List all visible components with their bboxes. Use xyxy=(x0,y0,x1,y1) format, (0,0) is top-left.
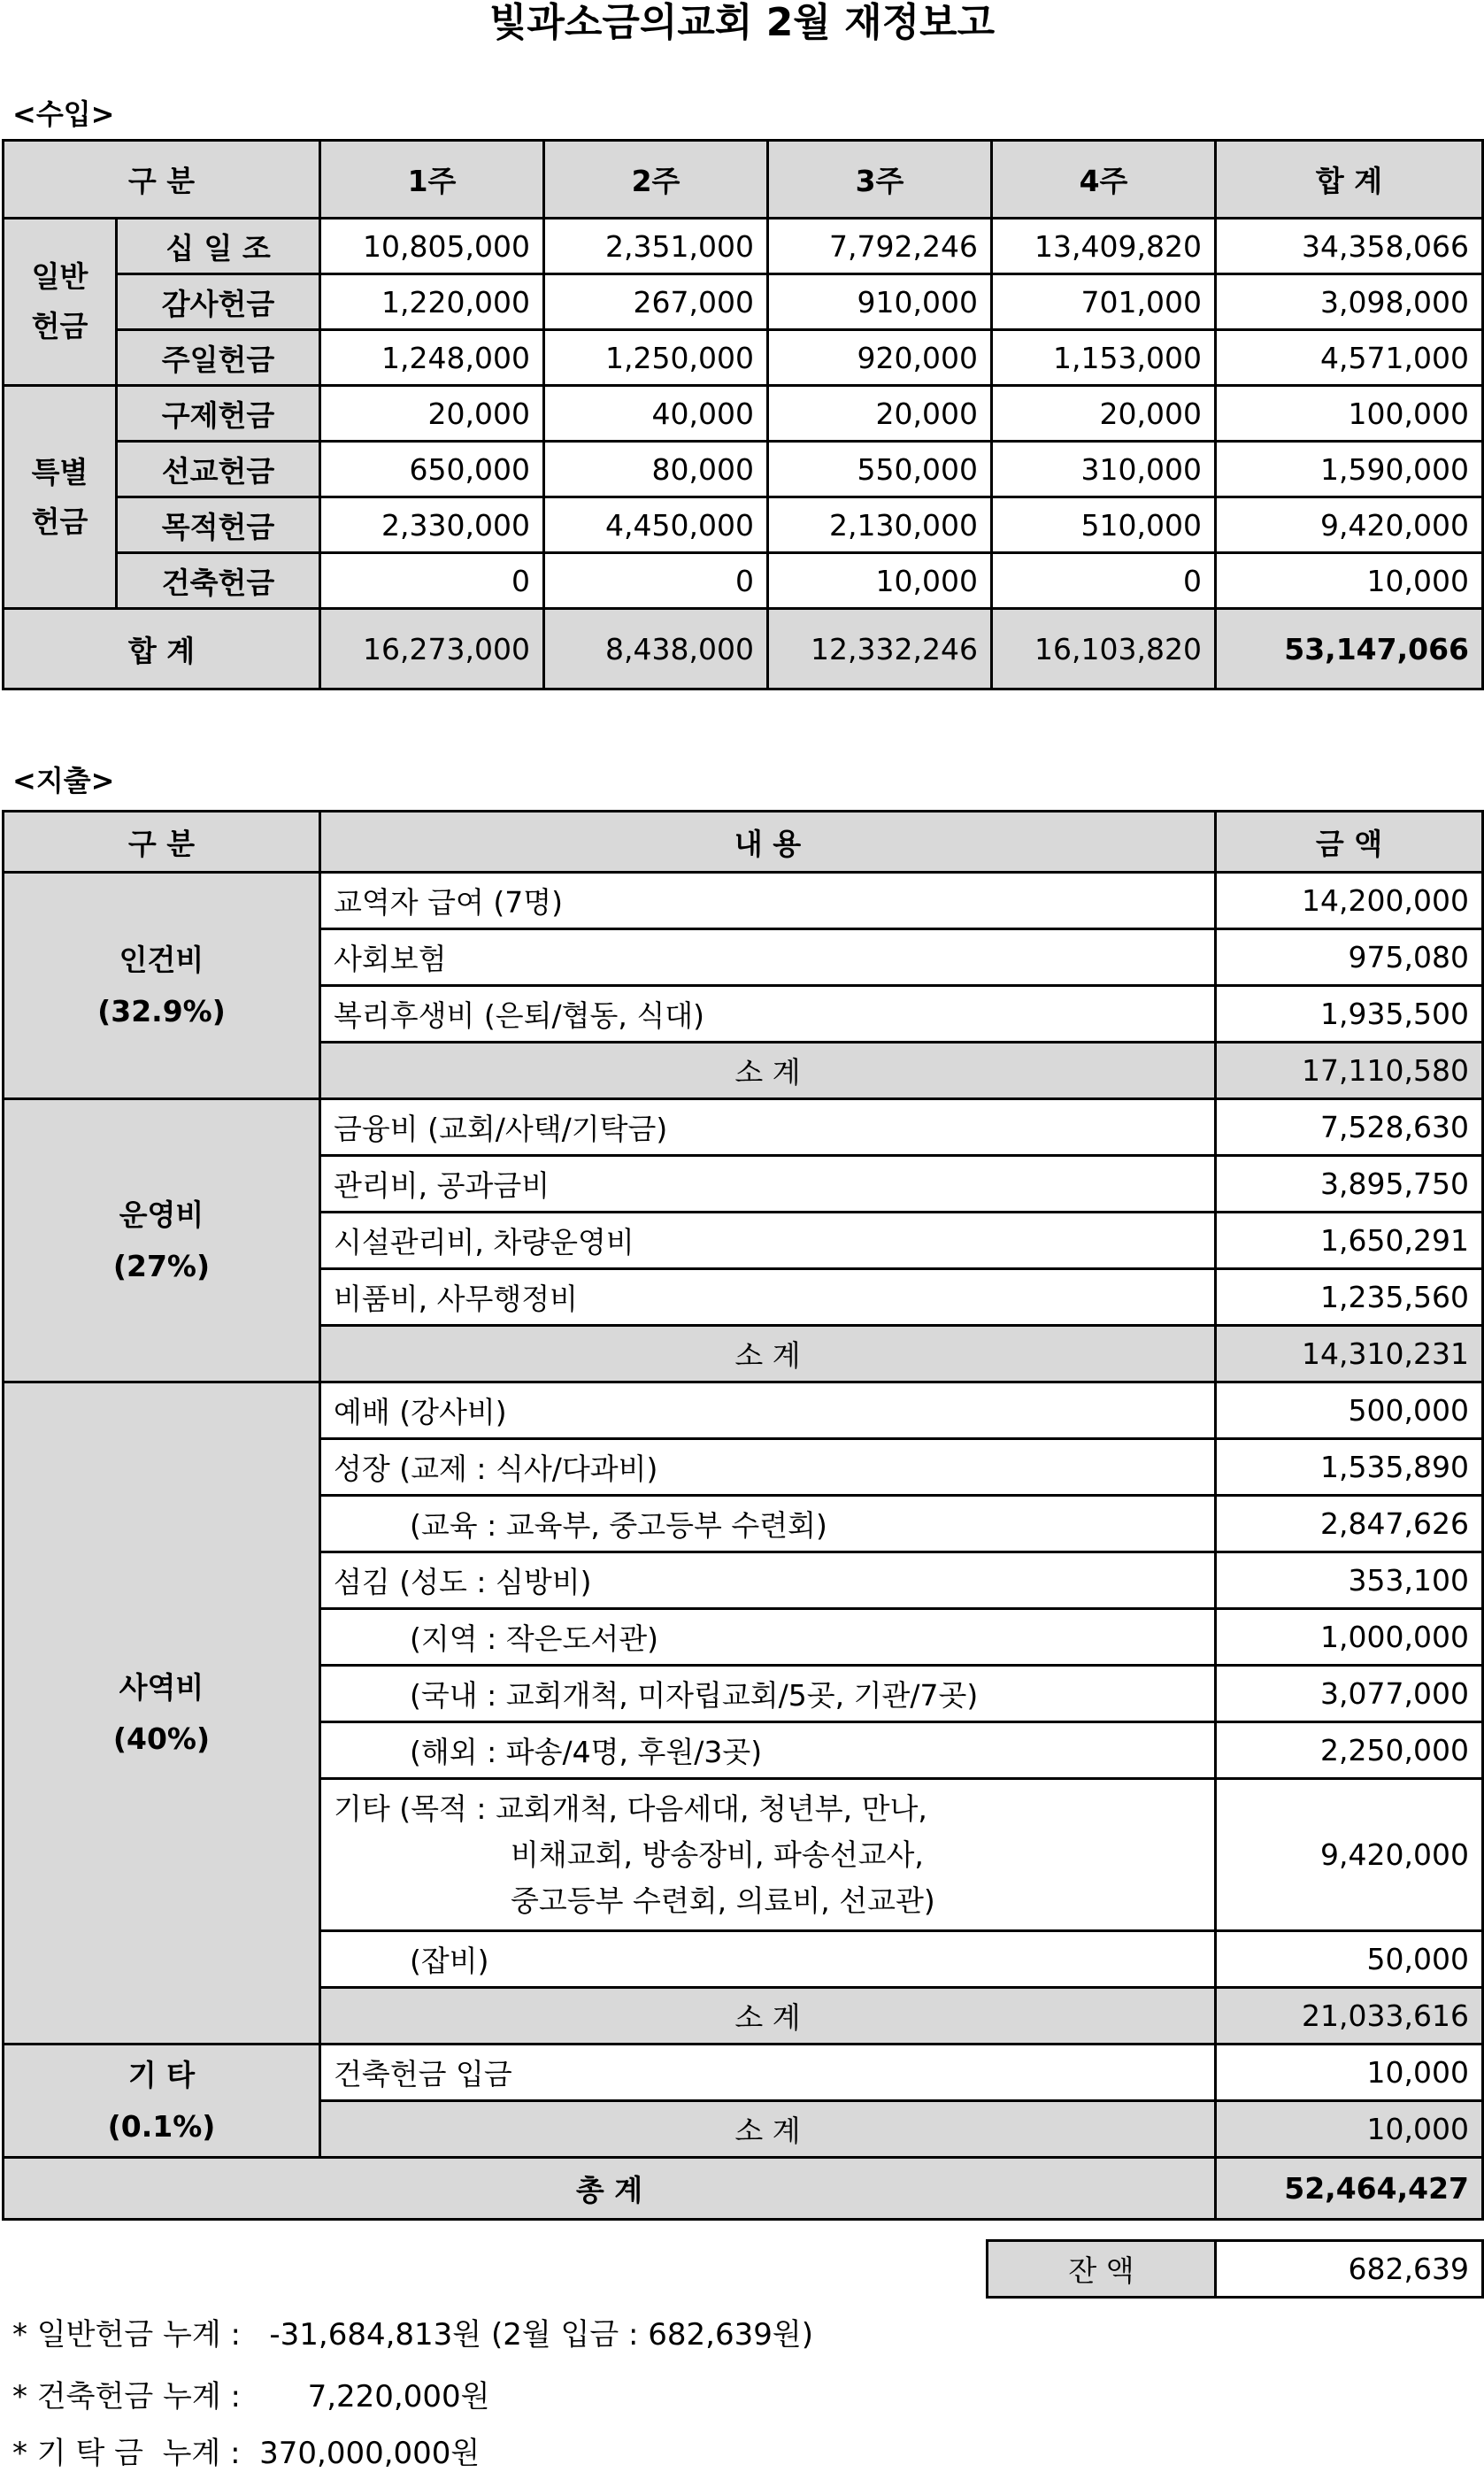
expense-amount: 3,077,000 xyxy=(1216,1666,1483,1722)
expense-amount: 2,250,000 xyxy=(1216,1722,1483,1779)
cell-week3: 910,000 xyxy=(768,274,992,330)
category-percent: (40%) xyxy=(112,1721,211,1756)
category-percent: (32.9%) xyxy=(97,993,226,1028)
desc-line: 비채교회, 방송장비, 파송선교사, xyxy=(511,1837,924,1872)
income-total-label: 합 계 xyxy=(4,609,320,689)
cell-week2: 2,351,000 xyxy=(544,219,768,274)
cell-week4: 1,153,000 xyxy=(992,330,1216,386)
expense-amount: 1,235,560 xyxy=(1216,1269,1483,1326)
expense-header-content: 내 용 xyxy=(320,812,1216,873)
expense-desc: 예배 (강사비) xyxy=(320,1382,1216,1439)
item-label: 건축헌금 xyxy=(117,553,320,609)
cell-week1: 10,805,000 xyxy=(320,219,544,274)
table-row xyxy=(4,553,1483,609)
cell-week3: 2,130,000 xyxy=(768,497,992,553)
expense-amount: 1,000,000 xyxy=(1216,1609,1483,1666)
balance-row xyxy=(988,2241,1483,2298)
cell-total: 3,098,000 xyxy=(1216,274,1483,330)
income-header-week3: 3주 xyxy=(768,141,992,219)
item-label: 주일헌금 xyxy=(117,330,320,386)
cell-total: 9,420,000 xyxy=(1216,497,1483,553)
balance-label: 잔 액 xyxy=(988,2241,1216,2298)
expense-desc: 비품비, 사무행정비 xyxy=(320,1269,1216,1326)
expense-desc: 복리후생비 (은퇴/협동, 식대) xyxy=(320,986,1216,1043)
grand-total-label: 총 계 xyxy=(4,2158,1216,2220)
income-header-week2: 2주 xyxy=(544,141,768,219)
cell-week4: 701,000 xyxy=(992,274,1216,330)
expense-desc: (국내 : 교회개척, 미자립교회/5곳, 기관/7곳) xyxy=(320,1666,1216,1722)
cell-total: 10,000 xyxy=(1216,553,1483,609)
total-week3: 12,332,246 xyxy=(768,609,992,689)
item-label: 선교헌금 xyxy=(117,442,320,497)
category-percent: (0.1%) xyxy=(107,2108,216,2144)
expense-desc: 교역자 급여 (7명) xyxy=(320,873,1216,929)
cell-week2: 4,450,000 xyxy=(544,497,768,553)
expense-amount: 10,000 xyxy=(1216,2045,1483,2101)
desc-line: 중고등부 수련회, 의료비, 선교관) xyxy=(511,1883,935,1918)
category-name: 운영비 xyxy=(119,1197,204,1232)
table-row xyxy=(4,219,1483,274)
expense-desc: 시설관리비, 차량운영비 xyxy=(320,1213,1216,1269)
expense-section-label: <지출> xyxy=(12,764,115,797)
cell-week1: 1,220,000 xyxy=(320,274,544,330)
grand-total-amount: 52,464,427 xyxy=(1216,2158,1483,2220)
expense-amount: 7,528,630 xyxy=(1216,1099,1483,1156)
income-table xyxy=(2,139,1484,690)
category-other xyxy=(4,2045,320,2158)
expense-amount: 353,100 xyxy=(1216,1552,1483,1609)
table-row xyxy=(4,274,1483,330)
income-header-total: 합 계 xyxy=(1216,141,1483,219)
expense-amount: 2,847,626 xyxy=(1216,1496,1483,1552)
category-name: 사역비 xyxy=(119,1669,204,1705)
expense-header-row xyxy=(4,812,1483,873)
expense-desc: 사회보험 xyxy=(320,929,1216,986)
income-header-row xyxy=(4,141,1483,219)
cell-total: 100,000 xyxy=(1216,386,1483,442)
expense-table xyxy=(2,810,1484,2221)
item-label: 구제헌금 xyxy=(117,386,320,442)
expense-amount: 1,650,291 xyxy=(1216,1213,1483,1269)
table-row xyxy=(4,330,1483,386)
income-total-row xyxy=(4,609,1483,689)
total-week1: 16,273,000 xyxy=(320,609,544,689)
expense-amount: 3,895,750 xyxy=(1216,1156,1483,1213)
table-row xyxy=(4,1382,1483,1439)
income-header-week1: 1주 xyxy=(320,141,544,219)
subtotal-label: 소 계 xyxy=(320,2101,1216,2158)
total-week4: 16,103,820 xyxy=(992,609,1216,689)
expense-desc: 관리비, 공과금비 xyxy=(320,1156,1216,1213)
table-row xyxy=(4,873,1483,929)
subtotal-amount: 17,110,580 xyxy=(1216,1043,1483,1099)
expense-header-amount: 금 액 xyxy=(1216,812,1483,873)
cell-week2: 80,000 xyxy=(544,442,768,497)
expense-amount: 14,200,000 xyxy=(1216,873,1483,929)
category-ministry xyxy=(4,1382,320,2045)
cell-week4: 510,000 xyxy=(992,497,1216,553)
cell-week2: 40,000 xyxy=(544,386,768,442)
expense-amount: 50,000 xyxy=(1216,1931,1483,1988)
expense-header-category: 구 분 xyxy=(4,812,320,873)
item-label: 목적헌금 xyxy=(117,497,320,553)
cell-week4: 13,409,820 xyxy=(992,219,1216,274)
subtotal-amount: 21,033,616 xyxy=(1216,1988,1483,2045)
cell-week2: 267,000 xyxy=(544,274,768,330)
income-section-label: <수입> xyxy=(12,97,115,131)
grand-total-row xyxy=(4,2158,1483,2220)
income-header-week4: 4주 xyxy=(992,141,1216,219)
cell-week3: 7,792,246 xyxy=(768,219,992,274)
subtotal-label: 소 계 xyxy=(320,1326,1216,1382)
expense-amount: 9,420,000 xyxy=(1216,1779,1483,1931)
category-percent: (27%) xyxy=(112,1248,211,1283)
item-label: 십 일 조 xyxy=(117,219,320,274)
balance-table xyxy=(986,2239,1484,2299)
category-personnel xyxy=(4,873,320,1099)
cell-week3: 20,000 xyxy=(768,386,992,442)
table-row xyxy=(4,497,1483,553)
expense-desc: (교육 : 교육부, 중고등부 수련회) xyxy=(320,1496,1216,1552)
cell-week2: 1,250,000 xyxy=(544,330,768,386)
cell-week4: 0 xyxy=(992,553,1216,609)
total-grand: 53,147,066 xyxy=(1216,609,1483,689)
expense-desc: (지역 : 작은도서관) xyxy=(320,1609,1216,1666)
category-name: 인건비 xyxy=(119,942,204,977)
note-general-offering: * 일반헌금 누계 : -31,684,813원 (2월 입금 : 682,639원) xyxy=(12,2317,813,2353)
expense-desc: 건축헌금 입금 xyxy=(320,2045,1216,2101)
expense-amount: 975,080 xyxy=(1216,929,1483,986)
cell-week4: 20,000 xyxy=(992,386,1216,442)
cell-week3: 920,000 xyxy=(768,330,992,386)
note-building-offering: * 건축헌금 누계 : 7,220,000원 xyxy=(12,2379,490,2414)
subtotal-amount: 10,000 xyxy=(1216,2101,1483,2158)
cell-week2: 0 xyxy=(544,553,768,609)
cell-week1: 650,000 xyxy=(320,442,544,497)
cell-week3: 550,000 xyxy=(768,442,992,497)
expense-desc: 금융비 (교회/사택/기탁금) xyxy=(320,1099,1216,1156)
page-title: 빛과소금의교회 2월 재정보고 xyxy=(488,0,996,45)
cell-total: 34,358,066 xyxy=(1216,219,1483,274)
expense-amount: 1,935,500 xyxy=(1216,986,1483,1043)
group-general-offering: 일반 헌금 xyxy=(4,219,117,386)
cell-week1: 0 xyxy=(320,553,544,609)
expense-amount: 500,000 xyxy=(1216,1382,1483,1439)
cell-week3: 10,000 xyxy=(768,553,992,609)
cell-week1: 2,330,000 xyxy=(320,497,544,553)
income-header-category: 구 분 xyxy=(4,141,320,219)
expense-desc: 성장 (교제 : 식사/다과비) xyxy=(320,1439,1216,1496)
expense-desc-multiline xyxy=(320,1779,1216,1931)
category-name: 기 타 xyxy=(127,2057,196,2092)
note-deposit: * 기 탁 금 누계 : 370,000,000원 xyxy=(12,2436,481,2471)
category-operating xyxy=(4,1099,320,1382)
subtotal-amount: 14,310,231 xyxy=(1216,1326,1483,1382)
subtotal-label: 소 계 xyxy=(320,1043,1216,1099)
expense-desc: 섬김 (성도 : 심방비) xyxy=(320,1552,1216,1609)
expense-desc: (해외 : 파송/4명, 후원/3곳) xyxy=(320,1722,1216,1779)
item-label: 감사헌금 xyxy=(117,274,320,330)
expense-desc: (잡비) xyxy=(320,1931,1216,1988)
table-row xyxy=(4,2045,1483,2101)
cell-week1: 20,000 xyxy=(320,386,544,442)
total-week2: 8,438,000 xyxy=(544,609,768,689)
cell-week4: 310,000 xyxy=(992,442,1216,497)
table-row xyxy=(4,386,1483,442)
balance-amount: 682,639 xyxy=(1216,2241,1483,2298)
subtotal-label: 소 계 xyxy=(320,1988,1216,2045)
table-row xyxy=(4,442,1483,497)
expense-amount: 1,535,890 xyxy=(1216,1439,1483,1496)
table-row xyxy=(4,1099,1483,1156)
cell-week1: 1,248,000 xyxy=(320,330,544,386)
cell-total: 4,571,000 xyxy=(1216,330,1483,386)
desc-line: 기타 (목적 : 교회개척, 다음세대, 청년부, 만나, xyxy=(334,1790,927,1826)
cell-total: 1,590,000 xyxy=(1216,442,1483,497)
group-special-offering: 특별 헌금 xyxy=(4,386,117,609)
